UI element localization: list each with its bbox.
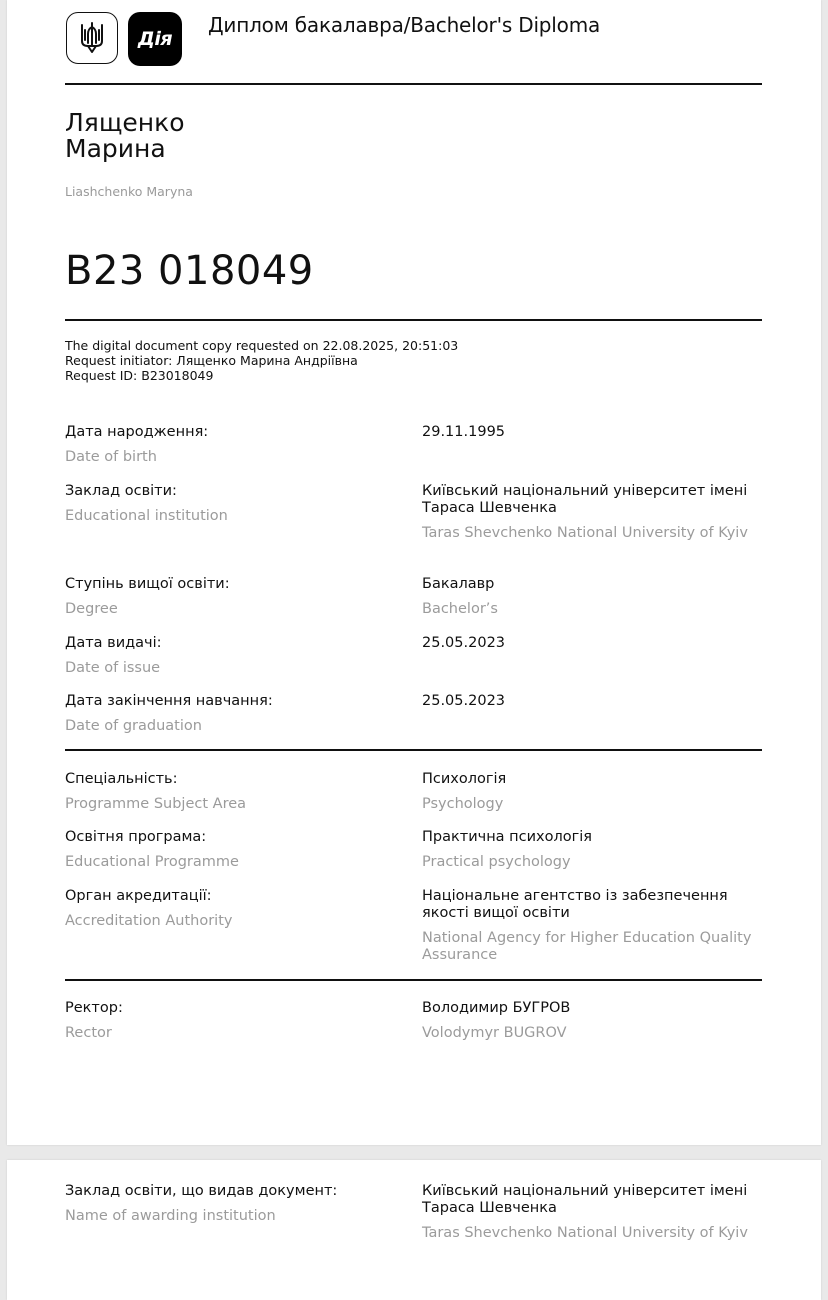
- field-value: Володимир БУГРОВ: [422, 1000, 571, 1016]
- field-label: Орган акредитації:: [65, 888, 212, 904]
- field-value-en: Taras Shevchenko National University of Kyiv: [422, 1225, 748, 1241]
- field-label-en: Accreditation Authority: [65, 913, 233, 929]
- field-label: Дата видачі:: [65, 635, 162, 651]
- tryzub-icon: [66, 12, 118, 64]
- field-value: Психологія: [422, 771, 507, 787]
- diia-logo-text: Дія: [137, 28, 173, 50]
- field-value: Київський національний університет імені Тараса Шевченка: [422, 1183, 748, 1216]
- request-date: The digital document copy requested on 22.08.2025, 20:51:03: [65, 338, 459, 353]
- field-label: Ректор:: [65, 1000, 123, 1016]
- field-value: 29.11.1995: [422, 424, 506, 440]
- divider: [65, 319, 762, 321]
- field-label-en: Name of awarding institution: [65, 1208, 276, 1224]
- field-value: Київський національний університет імені Тараса Шевченка: [422, 483, 748, 516]
- field-label: Ступінь вищої освіти:: [65, 576, 230, 592]
- field-value: Національне агентство із забезпечення якості вищої освіти: [422, 888, 728, 921]
- divider: [65, 979, 762, 981]
- field-label: Дата закінчення навчання:: [65, 693, 273, 709]
- holder-given-name: Марина: [65, 134, 166, 163]
- header-logos: [66, 12, 182, 66]
- divider: [65, 749, 762, 751]
- field-label-en: Date of birth: [65, 449, 157, 465]
- field-value-en: National Agency for Higher Education Quality Assurance: [422, 930, 752, 963]
- holder-name-uk: [65, 110, 185, 162]
- field-label: Дата народження:: [65, 424, 209, 440]
- field-label-en: Educational institution: [65, 508, 228, 524]
- diploma-card: [7, 0, 821, 1145]
- request-initiator: Request initiator: Лященко Марина Андріївна: [65, 353, 358, 368]
- field-label-en: Date of graduation: [65, 718, 202, 734]
- field-value: Практична психологія: [422, 829, 592, 845]
- field-value-en: Psychology: [422, 796, 504, 812]
- field-label: Спеціальність:: [65, 771, 178, 787]
- divider: [65, 83, 762, 85]
- field-label-en: Rector: [65, 1025, 112, 1041]
- field-label: Заклад освіти, що видав документ:: [65, 1183, 338, 1199]
- field-label-en: Programme Subject Area: [65, 796, 247, 812]
- holder-name-en: Liashchenko Maryna: [65, 184, 193, 199]
- field-value: Бакалавр: [422, 576, 495, 592]
- field-value: 25.05.2023: [422, 693, 506, 709]
- request-info: [65, 338, 458, 383]
- diia-logo: [128, 12, 182, 66]
- field-label-en: Educational Programme: [65, 854, 239, 870]
- request-id: Request ID: B23018049: [65, 368, 214, 383]
- field-value: 25.05.2023: [422, 635, 506, 651]
- field-label-en: Degree: [65, 601, 118, 617]
- field-label: Заклад освіти:: [65, 483, 177, 499]
- document-title: Диплом бакалавра/Bachelor's Diploma: [208, 13, 601, 37]
- field-label: Освітня програма:: [65, 829, 207, 845]
- field-label-en: Date of issue: [65, 660, 161, 676]
- holder-surname: Лященко: [65, 108, 185, 137]
- field-value-en: Taras Shevchenko National University of Kyiv: [422, 525, 748, 541]
- field-value-en: Volodymyr BUGROV: [422, 1025, 567, 1041]
- field-value-en: Practical psychology: [422, 854, 571, 870]
- field-value-en: Bachelor’s: [422, 601, 498, 617]
- document-number: B23 018049: [65, 248, 314, 294]
- diploma-card-continued: [7, 1160, 821, 1300]
